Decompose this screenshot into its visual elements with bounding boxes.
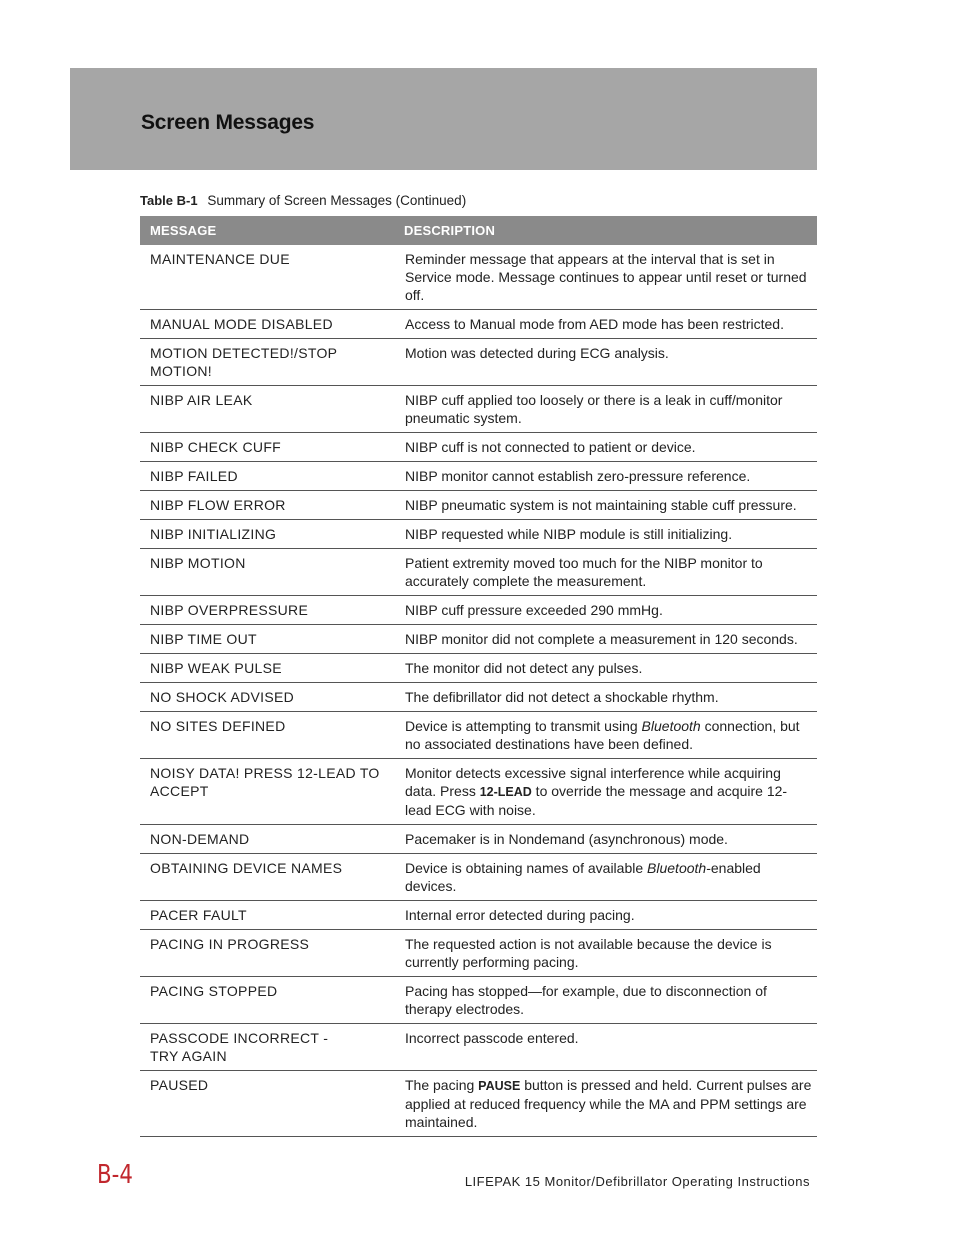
description-cell: NIBP monitor cannot establish zero-pressure reference.: [394, 462, 817, 491]
message-cell: PACING IN PROGRESS: [140, 930, 394, 977]
description-cell: The requested action is not available because the device is currently performing pacing.: [394, 930, 817, 977]
message-cell: PAUSED: [140, 1071, 394, 1137]
description-cell: Patient extremity moved too much for the NIBP monitor to accurately complete the measurement.: [394, 549, 817, 596]
message-cell: OBTAINING DEVICE NAMES: [140, 854, 394, 901]
description-cell: NIBP requested while NIBP module is still initializing.: [394, 520, 817, 549]
table-row: [140, 520, 817, 549]
description-cell: Motion was detected during ECG analysis.: [394, 339, 817, 386]
table-row: [140, 1071, 817, 1137]
message-cell: NIBP MOTION: [140, 549, 394, 596]
message-cell: NO SHOCK ADVISED: [140, 683, 394, 712]
table-row: [140, 596, 817, 625]
description-text: button is pressed and held. Current pulses are applied at reduced frequency while the MA and PPM settings are maintained.: [405, 1077, 812, 1130]
description-text: to override the message and acquire 12-lead ECG with noise.: [405, 783, 788, 818]
table-row: [140, 1024, 817, 1071]
bluetooth-term: Bluetooth: [641, 718, 701, 734]
section-title: Screen Messages: [141, 111, 315, 134]
description-cell: Incorrect passcode entered.: [394, 1024, 817, 1071]
message-line: TRY AGAIN: [150, 1048, 227, 1064]
table-row: [140, 245, 817, 310]
pause-key-label: PAUSE: [478, 1079, 521, 1093]
description-cell: The defibrillator did not detect a shockable rhythm.: [394, 683, 817, 712]
table-row: [140, 977, 817, 1024]
description-text: connection, but no associated destinations have been defined.: [405, 718, 800, 752]
message-cell: NIBP FAILED: [140, 462, 394, 491]
table-caption-label: Table B-1: [140, 193, 198, 208]
table-caption: [140, 193, 466, 208]
message-cell: NIBP AIR LEAK: [140, 386, 394, 433]
table-row: [140, 386, 817, 433]
table-row: [140, 462, 817, 491]
description-cell: NIBP cuff is not connected to patient or device.: [394, 433, 817, 462]
table-row: [140, 825, 817, 854]
description-cell: [394, 759, 817, 825]
description-text: Device is attempting to transmit using: [405, 718, 642, 734]
description-text: Device is obtaining names of available: [405, 860, 648, 876]
page-number: B-4: [97, 1160, 133, 1190]
table-caption-text: Summary of Screen Messages (Continued): [207, 193, 467, 208]
screen-messages-table: [140, 216, 817, 1137]
message-cell: MOTION DETECTED!/STOP MOTION!: [140, 339, 394, 386]
description-cell: [394, 712, 817, 759]
message-cell: PACER FAULT: [140, 901, 394, 930]
table-row: [140, 712, 817, 759]
message-cell: MANUAL MODE DISABLED: [140, 310, 394, 339]
description-cell: NIBP cuff pressure exceeded 290 mmHg.: [394, 596, 817, 625]
message-cell: NIBP WEAK PULSE: [140, 654, 394, 683]
description-cell: [394, 1071, 817, 1137]
message-cell: NIBP FLOW ERROR: [140, 491, 394, 520]
table-row: [140, 310, 817, 339]
message-line: PASSCODE INCORRECT -: [150, 1030, 329, 1046]
description-cell: Pacemaker is in Nondemand (asynchronous) mode.: [394, 825, 817, 854]
message-cell: NIBP TIME OUT: [140, 625, 394, 654]
table-row: [140, 549, 817, 596]
message-cell: MAINTENANCE DUE: [140, 245, 394, 310]
message-cell: NOISY DATA! PRESS 12-LEAD TO ACCEPT: [140, 759, 394, 825]
description-cell: Internal error detected during pacing.: [394, 901, 817, 930]
table-row: [140, 625, 817, 654]
table-row: [140, 759, 817, 825]
description-cell: Access to Manual mode from AED mode has been restricted.: [394, 310, 817, 339]
footer-doc-title: LIFEPAK 15 Monitor/Defibrillator Operating Instructions: [464, 1174, 810, 1189]
message-cell: NIBP INITIALIZING: [140, 520, 394, 549]
table-row: [140, 930, 817, 977]
message-cell: NO SITES DEFINED: [140, 712, 394, 759]
table-row: [140, 339, 817, 386]
message-cell: NIBP CHECK CUFF: [140, 433, 394, 462]
table-row: [140, 854, 817, 901]
description-cell: The monitor did not detect any pulses.: [394, 654, 817, 683]
table-row: [140, 433, 817, 462]
description-text: Monitor detects excessive signal interference while acquiring data. Press: [405, 765, 781, 799]
message-cell: NON-DEMAND: [140, 825, 394, 854]
table-row: [140, 491, 817, 520]
message-cell: [140, 1024, 394, 1071]
12-lead-key-label: 12-LEAD: [479, 785, 532, 799]
description-cell: NIBP pneumatic system is not maintaining stable cuff pressure.: [394, 491, 817, 520]
table-header-row: [140, 216, 817, 245]
message-cell: NIBP OVERPRESSURE: [140, 596, 394, 625]
bluetooth-term: Bluetooth: [647, 860, 707, 876]
description-cell: Reminder message that appears at the interval that is set in Service mode. Message continues to appear until reset or turned off.: [394, 245, 817, 310]
message-cell: PACING STOPPED: [140, 977, 394, 1024]
description-cell: NIBP monitor did not complete a measurement in 120 seconds.: [394, 625, 817, 654]
table-row: [140, 654, 817, 683]
description-text: The pacing: [405, 1077, 479, 1093]
description-text: -enabled devices.: [405, 860, 761, 894]
description-column-header: DESCRIPTION: [394, 216, 817, 245]
table-row: [140, 683, 817, 712]
description-cell: NIBP cuff applied too loosely or there is a leak in cuff/monitor pneumatic system.: [394, 386, 817, 433]
table-row: [140, 901, 817, 930]
description-cell: Pacing has stopped—for example, due to disconnection of therapy electrodes.: [394, 977, 817, 1024]
message-column-header: MESSAGE: [140, 216, 394, 245]
description-cell: [394, 854, 817, 901]
